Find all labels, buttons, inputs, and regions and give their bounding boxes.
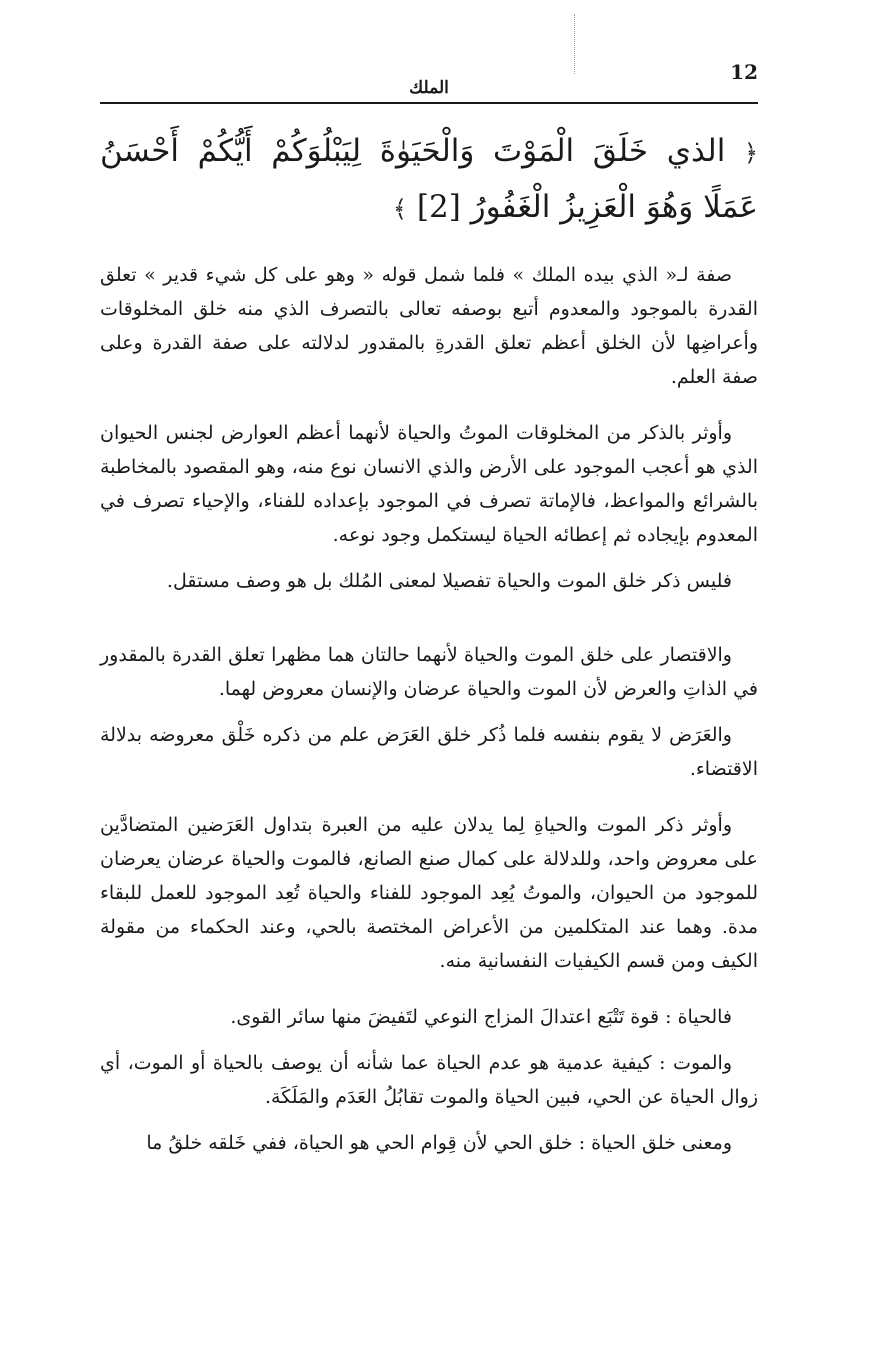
verse-close-ornament: ﴾ bbox=[392, 195, 407, 223]
book-page bbox=[100, 0, 758, 1365]
page-number: 12 bbox=[730, 60, 758, 84]
quran-verse bbox=[100, 124, 758, 236]
verse-open-ornament: ﴿ bbox=[743, 139, 759, 167]
page-header bbox=[100, 56, 758, 100]
running-title: الملك bbox=[409, 78, 449, 98]
paragraph: والعَرَض لا يقوم بنفسه فلما ذُكر خلق العَرَض علم من ذكره خَلْق معروضه بدلالة الاقتضاء. bbox=[100, 724, 758, 780]
paragraph: والاقتصار على خلق الموت والحياة لأنهما حالتان هما مظهرا تعلق القدرة بالمقدور في الذاتِ والعرض لأن الموت والحياة عرضان والإنسان معروض لهما. bbox=[100, 644, 758, 700]
commentary-body bbox=[100, 258, 758, 1160]
paragraph: ومعنى خلق الحياة : خلق الحي لأن قِوام الحي هو الحياة، ففي خَلقه خلقُ ما bbox=[146, 1132, 732, 1154]
paragraph: فالحياة : قوة تَتْبَع اعتدالَ المزاج النوعي لتَفيضَ منها سائر القوى. bbox=[230, 1006, 732, 1028]
verse-text: الذي خَلَقَ الْمَوْتَ وَالْحَيَوٰةَ لِيَبْلُوَكُمْ أَيُّكُمْ أَحْسَنُ عَمَلًا وَهُوَ الْعَزِيزُ الْغَفُورُ bbox=[100, 133, 758, 225]
paragraph: وأوثر بالذكر من المخلوقات الموتُ والحياة لأنهما أعظم العوارض لجنس الحيوان الذي هو أعجب الموجود على الأرض والذي الانسان نوع منه، وهو المقصود بالمخاطبة بالشرائع والمواعظ، فالإماتة تصرف في الموجود بإعداده للفناء، والإحياء تصرف في المعدوم بإيجاده ثم إعطائه الحياة ليستكمل وجود نوعه. bbox=[100, 422, 758, 546]
verse-number: [2] bbox=[416, 189, 461, 225]
header-rule bbox=[100, 102, 758, 104]
paragraph: فليس ذكر خلق الموت والحياة تفصيلا لمعنى المُلك بل هو وصف مستقل. bbox=[166, 570, 732, 592]
paragraph: وأوثر ذكر الموت والحياةِ لِما يدلان عليه من العبرة بتداول العَرَضين المتضادَّين على معروض واحد، وللدلالة على كمال صنع الصانع، فالموت والحياة عرضان يعرضان للموجود من الحيوان، والموتُ يُعِد الموجود للفناء والحياة تُعِد الموجود للعمل للبقاء مدة. وهما عند المتكلمين من الأعراض المختصة بالحي، وعند الحكماء من مقولة الكيف ومن قسم الكيفيات النفسانية منه. bbox=[100, 814, 758, 972]
paragraph: صفة لـ« الذي بيده الملك » فلما شمل قوله « وهو على كل شيء قدير » تعلق القدرة بالموجود والمعدوم أتبع بوصفه تعالى بالتصرف الذي منه خلق المخلوقات وأعراضِها لأن الخلق أعظم تعلق القدرةِ بالمقدور لدلالته على صفة القدرة وعلى صفة العلم. bbox=[100, 264, 758, 388]
paragraph: والموت : كيفية عدمية هو عدم الحياة عما شأنه أن يوصف بالحياة أو الموت، أي زوال الحياة عن الحي، فبين الحياة والموت تقابُلُ العَدَم والمَلَكَة. bbox=[100, 1052, 758, 1108]
